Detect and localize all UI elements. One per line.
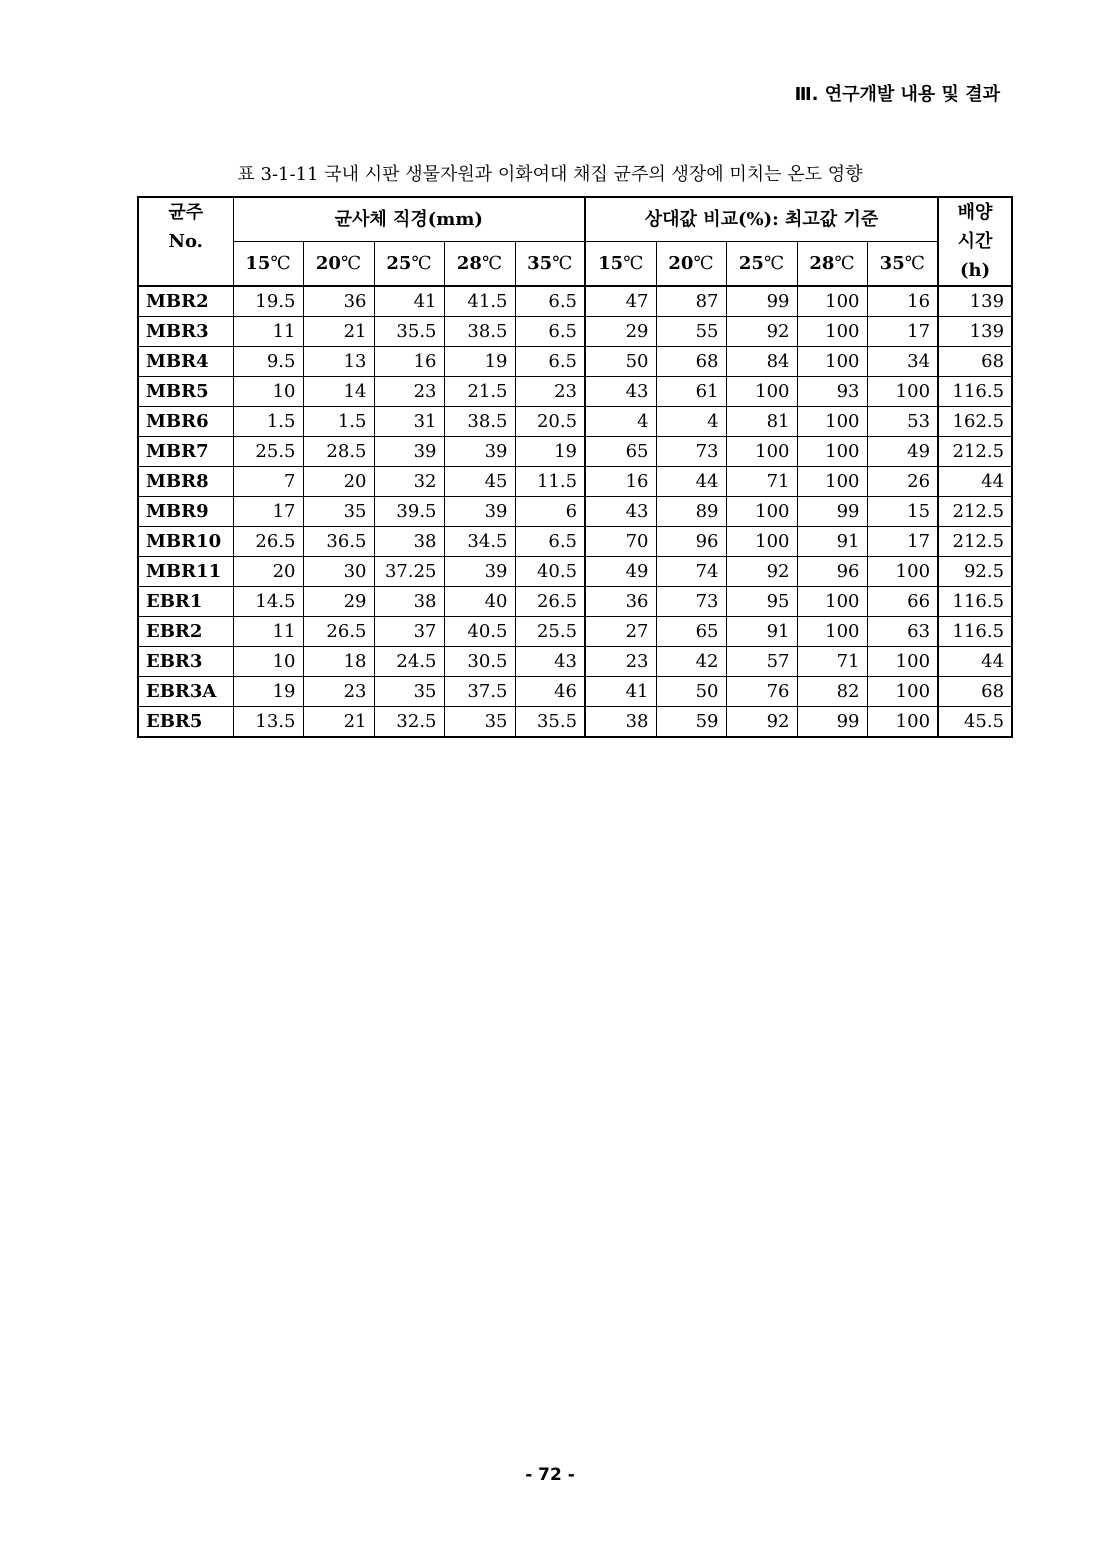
relative-cell: 47 <box>585 286 656 317</box>
strain-id-cell: EBR5 <box>138 707 233 738</box>
relative-cell: 59 <box>656 707 726 738</box>
hours-header-line2: 시간 <box>957 231 993 252</box>
hours-cell: 45.5 <box>938 707 1012 738</box>
temp-header-dia-3 <box>444 242 515 287</box>
diameter-cell: 32 <box>374 467 444 497</box>
diameter-cell: 32.5 <box>374 707 444 738</box>
relative-cell: 74 <box>656 557 726 587</box>
diameter-cell: 25.5 <box>233 437 303 467</box>
relative-cell: 43 <box>585 497 656 527</box>
diameter-cell: 20.5 <box>515 407 585 437</box>
relative-cell: 73 <box>656 587 726 617</box>
diameter-cell: 43 <box>515 647 585 677</box>
relative-cell: 65 <box>585 437 656 467</box>
table-row <box>138 647 1012 677</box>
diameter-cell: 14 <box>303 377 374 407</box>
diameter-cell: 39 <box>444 497 515 527</box>
diameter-cell: 1.5 <box>233 407 303 437</box>
diameter-cell: 26.5 <box>303 617 374 647</box>
temp-value: 35 <box>879 253 905 274</box>
diameter-cell: 39.5 <box>374 497 444 527</box>
degree-unit: ℃ <box>481 253 503 274</box>
diameter-cell: 13.5 <box>233 707 303 738</box>
header-row-temps <box>138 242 1012 287</box>
relative-cell: 41 <box>585 677 656 707</box>
diameter-cell: 7 <box>233 467 303 497</box>
diameter-cell: 11 <box>233 617 303 647</box>
relative-cell: 100 <box>726 437 797 467</box>
strain-id-cell: MBR2 <box>138 286 233 317</box>
relative-cell: 17 <box>867 527 938 557</box>
diameter-cell: 36 <box>303 286 374 317</box>
relative-cell: 100 <box>867 647 938 677</box>
temp-value: 35 <box>527 253 553 274</box>
relative-cell: 66 <box>867 587 938 617</box>
page-number: - 72 - <box>525 1465 575 1485</box>
relative-cell: 96 <box>797 557 867 587</box>
header-row-top <box>138 197 1012 242</box>
relative-cell: 63 <box>867 617 938 647</box>
strain-id-cell: MBR4 <box>138 347 233 377</box>
relative-cell: 26 <box>867 467 938 497</box>
diameter-cell: 38.5 <box>444 407 515 437</box>
relative-cell: 100 <box>797 407 867 437</box>
strain-id-cell: EBR2 <box>138 617 233 647</box>
temp-value: 28 <box>809 253 835 274</box>
relative-cell: 100 <box>726 377 797 407</box>
relative-cell: 100 <box>867 557 938 587</box>
diameter-cell: 35 <box>303 497 374 527</box>
diameter-cell: 37 <box>374 617 444 647</box>
relative-cell: 87 <box>656 286 726 317</box>
diameter-cell: 35 <box>374 677 444 707</box>
relative-cell: 100 <box>797 317 867 347</box>
diameter-cell: 38.5 <box>444 317 515 347</box>
hours-cell: 212.5 <box>938 497 1012 527</box>
relative-cell: 17 <box>867 317 938 347</box>
degree-unit: ℃ <box>693 253 714 274</box>
hours-cell: 139 <box>938 286 1012 317</box>
relative-cell: 53 <box>867 407 938 437</box>
hours-cell: 116.5 <box>938 617 1012 647</box>
temp-value: 25 <box>738 253 764 274</box>
relative-cell: 84 <box>726 347 797 377</box>
diameter-cell: 9.5 <box>233 347 303 377</box>
diameter-cell: 41.5 <box>444 286 515 317</box>
temp-header-dia-1 <box>303 242 374 287</box>
strain-header <box>138 197 233 286</box>
table-row <box>138 377 1012 407</box>
diameter-cell: 16 <box>374 347 444 377</box>
relative-cell: 44 <box>656 467 726 497</box>
table-row <box>138 347 1012 377</box>
relative-cell: 100 <box>867 677 938 707</box>
diameter-cell: 39 <box>374 437 444 467</box>
diameter-cell: 13 <box>303 347 374 377</box>
relative-cell: 55 <box>656 317 726 347</box>
diameter-cell: 1.5 <box>303 407 374 437</box>
diameter-cell: 11.5 <box>515 467 585 497</box>
relative-cell: 91 <box>726 617 797 647</box>
diameter-cell: 6.5 <box>515 286 585 317</box>
diameter-cell: 26.5 <box>515 587 585 617</box>
relative-cell: 73 <box>656 437 726 467</box>
relative-cell: 96 <box>656 527 726 557</box>
relative-cell: 89 <box>656 497 726 527</box>
strain-id-cell: MBR7 <box>138 437 233 467</box>
diameter-cell: 21 <box>303 707 374 738</box>
relative-cell: 100 <box>867 377 938 407</box>
relative-cell: 65 <box>656 617 726 647</box>
chapter-header: Ⅲ. 연구개발 내용 및 결과 <box>794 84 1000 105</box>
diameter-cell: 18 <box>303 647 374 677</box>
hours-cell: 68 <box>938 347 1012 377</box>
degree-unit: ℃ <box>834 253 855 274</box>
diameter-cell: 21.5 <box>444 377 515 407</box>
degree-unit: ℃ <box>623 253 644 274</box>
diameter-cell: 6.5 <box>515 527 585 557</box>
strain-id-cell: MBR11 <box>138 557 233 587</box>
hours-header <box>938 197 1012 286</box>
relative-cell: 16 <box>585 467 656 497</box>
hours-cell: 92.5 <box>938 557 1012 587</box>
hours-cell: 44 <box>938 467 1012 497</box>
relative-cell: 49 <box>585 557 656 587</box>
strain-header-line1: 균주 <box>168 202 204 223</box>
diameter-cell: 38 <box>374 527 444 557</box>
strain-header-line2: No. <box>168 231 203 252</box>
table-row <box>138 587 1012 617</box>
relative-cell: 68 <box>656 347 726 377</box>
diameter-cell: 6.5 <box>515 347 585 377</box>
relative-cell: 92 <box>726 317 797 347</box>
relative-cell: 49 <box>867 437 938 467</box>
table-row <box>138 317 1012 347</box>
relative-cell: 29 <box>585 317 656 347</box>
relative-cell: 99 <box>726 286 797 317</box>
diameter-cell: 34.5 <box>444 527 515 557</box>
diameter-cell: 40.5 <box>444 617 515 647</box>
hours-cell: 44 <box>938 647 1012 677</box>
relative-cell: 50 <box>585 347 656 377</box>
diameter-cell: 39 <box>444 557 515 587</box>
relative-cell: 50 <box>656 677 726 707</box>
table-row <box>138 437 1012 467</box>
strain-id-cell: MBR5 <box>138 377 233 407</box>
diameter-cell: 37.5 <box>444 677 515 707</box>
table-caption: 표 3-1-11 국내 시판 생물자원과 이화여대 채집 균주의 생장에 미치는 온도 영향 <box>237 164 863 185</box>
diameter-cell: 19.5 <box>233 286 303 317</box>
diameter-cell: 10 <box>233 647 303 677</box>
temp-header-rel-4 <box>867 242 938 287</box>
strain-id-cell: MBR9 <box>138 497 233 527</box>
diameter-cell: 11 <box>233 317 303 347</box>
hours-cell: 212.5 <box>938 527 1012 557</box>
relative-cell: 100 <box>726 527 797 557</box>
relative-cell: 92 <box>726 557 797 587</box>
diameter-cell: 28.5 <box>303 437 374 467</box>
diameter-cell: 20 <box>233 557 303 587</box>
hours-cell: 116.5 <box>938 377 1012 407</box>
diameter-cell: 30 <box>303 557 374 587</box>
temp-header-dia-4 <box>515 242 585 287</box>
hours-header-line3: (h) <box>959 260 991 281</box>
relative-cell: 16 <box>867 286 938 317</box>
diameter-cell: 19 <box>444 347 515 377</box>
temp-header-rel-2 <box>726 242 797 287</box>
diameter-cell: 38 <box>374 587 444 617</box>
table-row <box>138 527 1012 557</box>
diameter-cell: 6.5 <box>515 317 585 347</box>
diameter-cell: 6 <box>515 497 585 527</box>
table-body <box>138 286 1012 737</box>
diameter-cell: 29 <box>303 587 374 617</box>
temp-header-dia-0 <box>233 242 303 287</box>
degree-unit: ℃ <box>763 253 785 274</box>
temp-header-rel-3 <box>797 242 867 287</box>
relative-cell: 100 <box>797 437 867 467</box>
temp-value: 20 <box>315 253 341 274</box>
relative-cell: 27 <box>585 617 656 647</box>
hours-cell: 212.5 <box>938 437 1012 467</box>
strain-id-cell: MBR8 <box>138 467 233 497</box>
relative-cell: 100 <box>797 467 867 497</box>
degree-unit: ℃ <box>552 253 573 274</box>
degree-unit: ℃ <box>904 253 925 274</box>
degree-unit: ℃ <box>270 253 291 274</box>
diameter-cell: 45 <box>444 467 515 497</box>
diameter-cell: 35.5 <box>374 317 444 347</box>
relative-cell: 99 <box>797 707 867 738</box>
diameter-cell: 10 <box>233 377 303 407</box>
temp-header-dia-2 <box>374 242 444 287</box>
diameter-cell: 17 <box>233 497 303 527</box>
strain-id-cell: MBR6 <box>138 407 233 437</box>
relative-cell: 81 <box>726 407 797 437</box>
relative-cell: 91 <box>797 527 867 557</box>
table-row <box>138 407 1012 437</box>
relative-cell: 100 <box>797 347 867 377</box>
hours-cell: 162.5 <box>938 407 1012 437</box>
hours-cell: 139 <box>938 317 1012 347</box>
table-row <box>138 497 1012 527</box>
diameter-cell: 19 <box>233 677 303 707</box>
table-row <box>138 467 1012 497</box>
relative-cell: 34 <box>867 347 938 377</box>
relative-cell: 100 <box>797 587 867 617</box>
hours-cell: 68 <box>938 677 1012 707</box>
diameter-cell: 30.5 <box>444 647 515 677</box>
relative-cell: 23 <box>585 647 656 677</box>
diameter-cell: 39 <box>444 437 515 467</box>
relative-cell: 93 <box>797 377 867 407</box>
temp-value: 15 <box>245 253 271 274</box>
table-row <box>138 617 1012 647</box>
relative-cell: 4 <box>585 407 656 437</box>
table-row <box>138 286 1012 317</box>
diameter-cell: 41 <box>374 286 444 317</box>
relative-cell: 76 <box>726 677 797 707</box>
diameter-cell: 36.5 <box>303 527 374 557</box>
relative-header: 상대값 비교(%): 최고값 기준 <box>585 197 938 242</box>
relative-cell: 82 <box>797 677 867 707</box>
diameter-cell: 23 <box>374 377 444 407</box>
diameter-cell: 37.25 <box>374 557 444 587</box>
diameter-cell: 46 <box>515 677 585 707</box>
temp-value: 25 <box>386 253 412 274</box>
diameter-cell: 35 <box>444 707 515 738</box>
temp-header-rel-0 <box>585 242 656 287</box>
temperature-growth-table <box>137 196 1013 738</box>
strain-id-cell: EBR3 <box>138 647 233 677</box>
temp-value: 20 <box>668 253 694 274</box>
diameter-header: 균사체 직경(mm) <box>233 197 585 242</box>
diameter-cell: 20 <box>303 467 374 497</box>
temp-value: 28 <box>456 253 482 274</box>
relative-cell: 70 <box>585 527 656 557</box>
relative-cell: 99 <box>797 497 867 527</box>
strain-id-cell: EBR3A <box>138 677 233 707</box>
relative-cell: 43 <box>585 377 656 407</box>
diameter-cell: 31 <box>374 407 444 437</box>
diameter-cell: 35.5 <box>515 707 585 738</box>
strain-id-cell: EBR1 <box>138 587 233 617</box>
diameter-cell: 24.5 <box>374 647 444 677</box>
relative-cell: 100 <box>867 707 938 738</box>
relative-cell: 57 <box>726 647 797 677</box>
table-row <box>138 557 1012 587</box>
diameter-cell: 21 <box>303 317 374 347</box>
diameter-cell: 23 <box>303 677 374 707</box>
relative-cell: 71 <box>726 467 797 497</box>
table-row <box>138 707 1012 738</box>
temp-header-rel-1 <box>656 242 726 287</box>
relative-cell: 100 <box>797 617 867 647</box>
diameter-cell: 40 <box>444 587 515 617</box>
relative-cell: 4 <box>656 407 726 437</box>
relative-cell: 71 <box>797 647 867 677</box>
relative-cell: 15 <box>867 497 938 527</box>
relative-cell: 95 <box>726 587 797 617</box>
degree-unit: ℃ <box>340 253 362 274</box>
relative-cell: 61 <box>656 377 726 407</box>
table-row <box>138 677 1012 707</box>
degree-unit: ℃ <box>411 253 432 274</box>
diameter-cell: 25.5 <box>515 617 585 647</box>
hours-header-line1: 배양 <box>957 202 993 223</box>
relative-cell: 38 <box>585 707 656 738</box>
strain-id-cell: MBR3 <box>138 317 233 347</box>
diameter-cell: 26.5 <box>233 527 303 557</box>
diameter-cell: 19 <box>515 437 585 467</box>
relative-cell: 36 <box>585 587 656 617</box>
diameter-cell: 40.5 <box>515 557 585 587</box>
strain-id-cell: MBR10 <box>138 527 233 557</box>
temp-value: 15 <box>598 253 624 274</box>
diameter-cell: 23 <box>515 377 585 407</box>
relative-cell: 42 <box>656 647 726 677</box>
relative-cell: 92 <box>726 707 797 738</box>
relative-cell: 100 <box>726 497 797 527</box>
hours-cell: 116.5 <box>938 587 1012 617</box>
relative-cell: 100 <box>797 286 867 317</box>
diameter-cell: 14.5 <box>233 587 303 617</box>
